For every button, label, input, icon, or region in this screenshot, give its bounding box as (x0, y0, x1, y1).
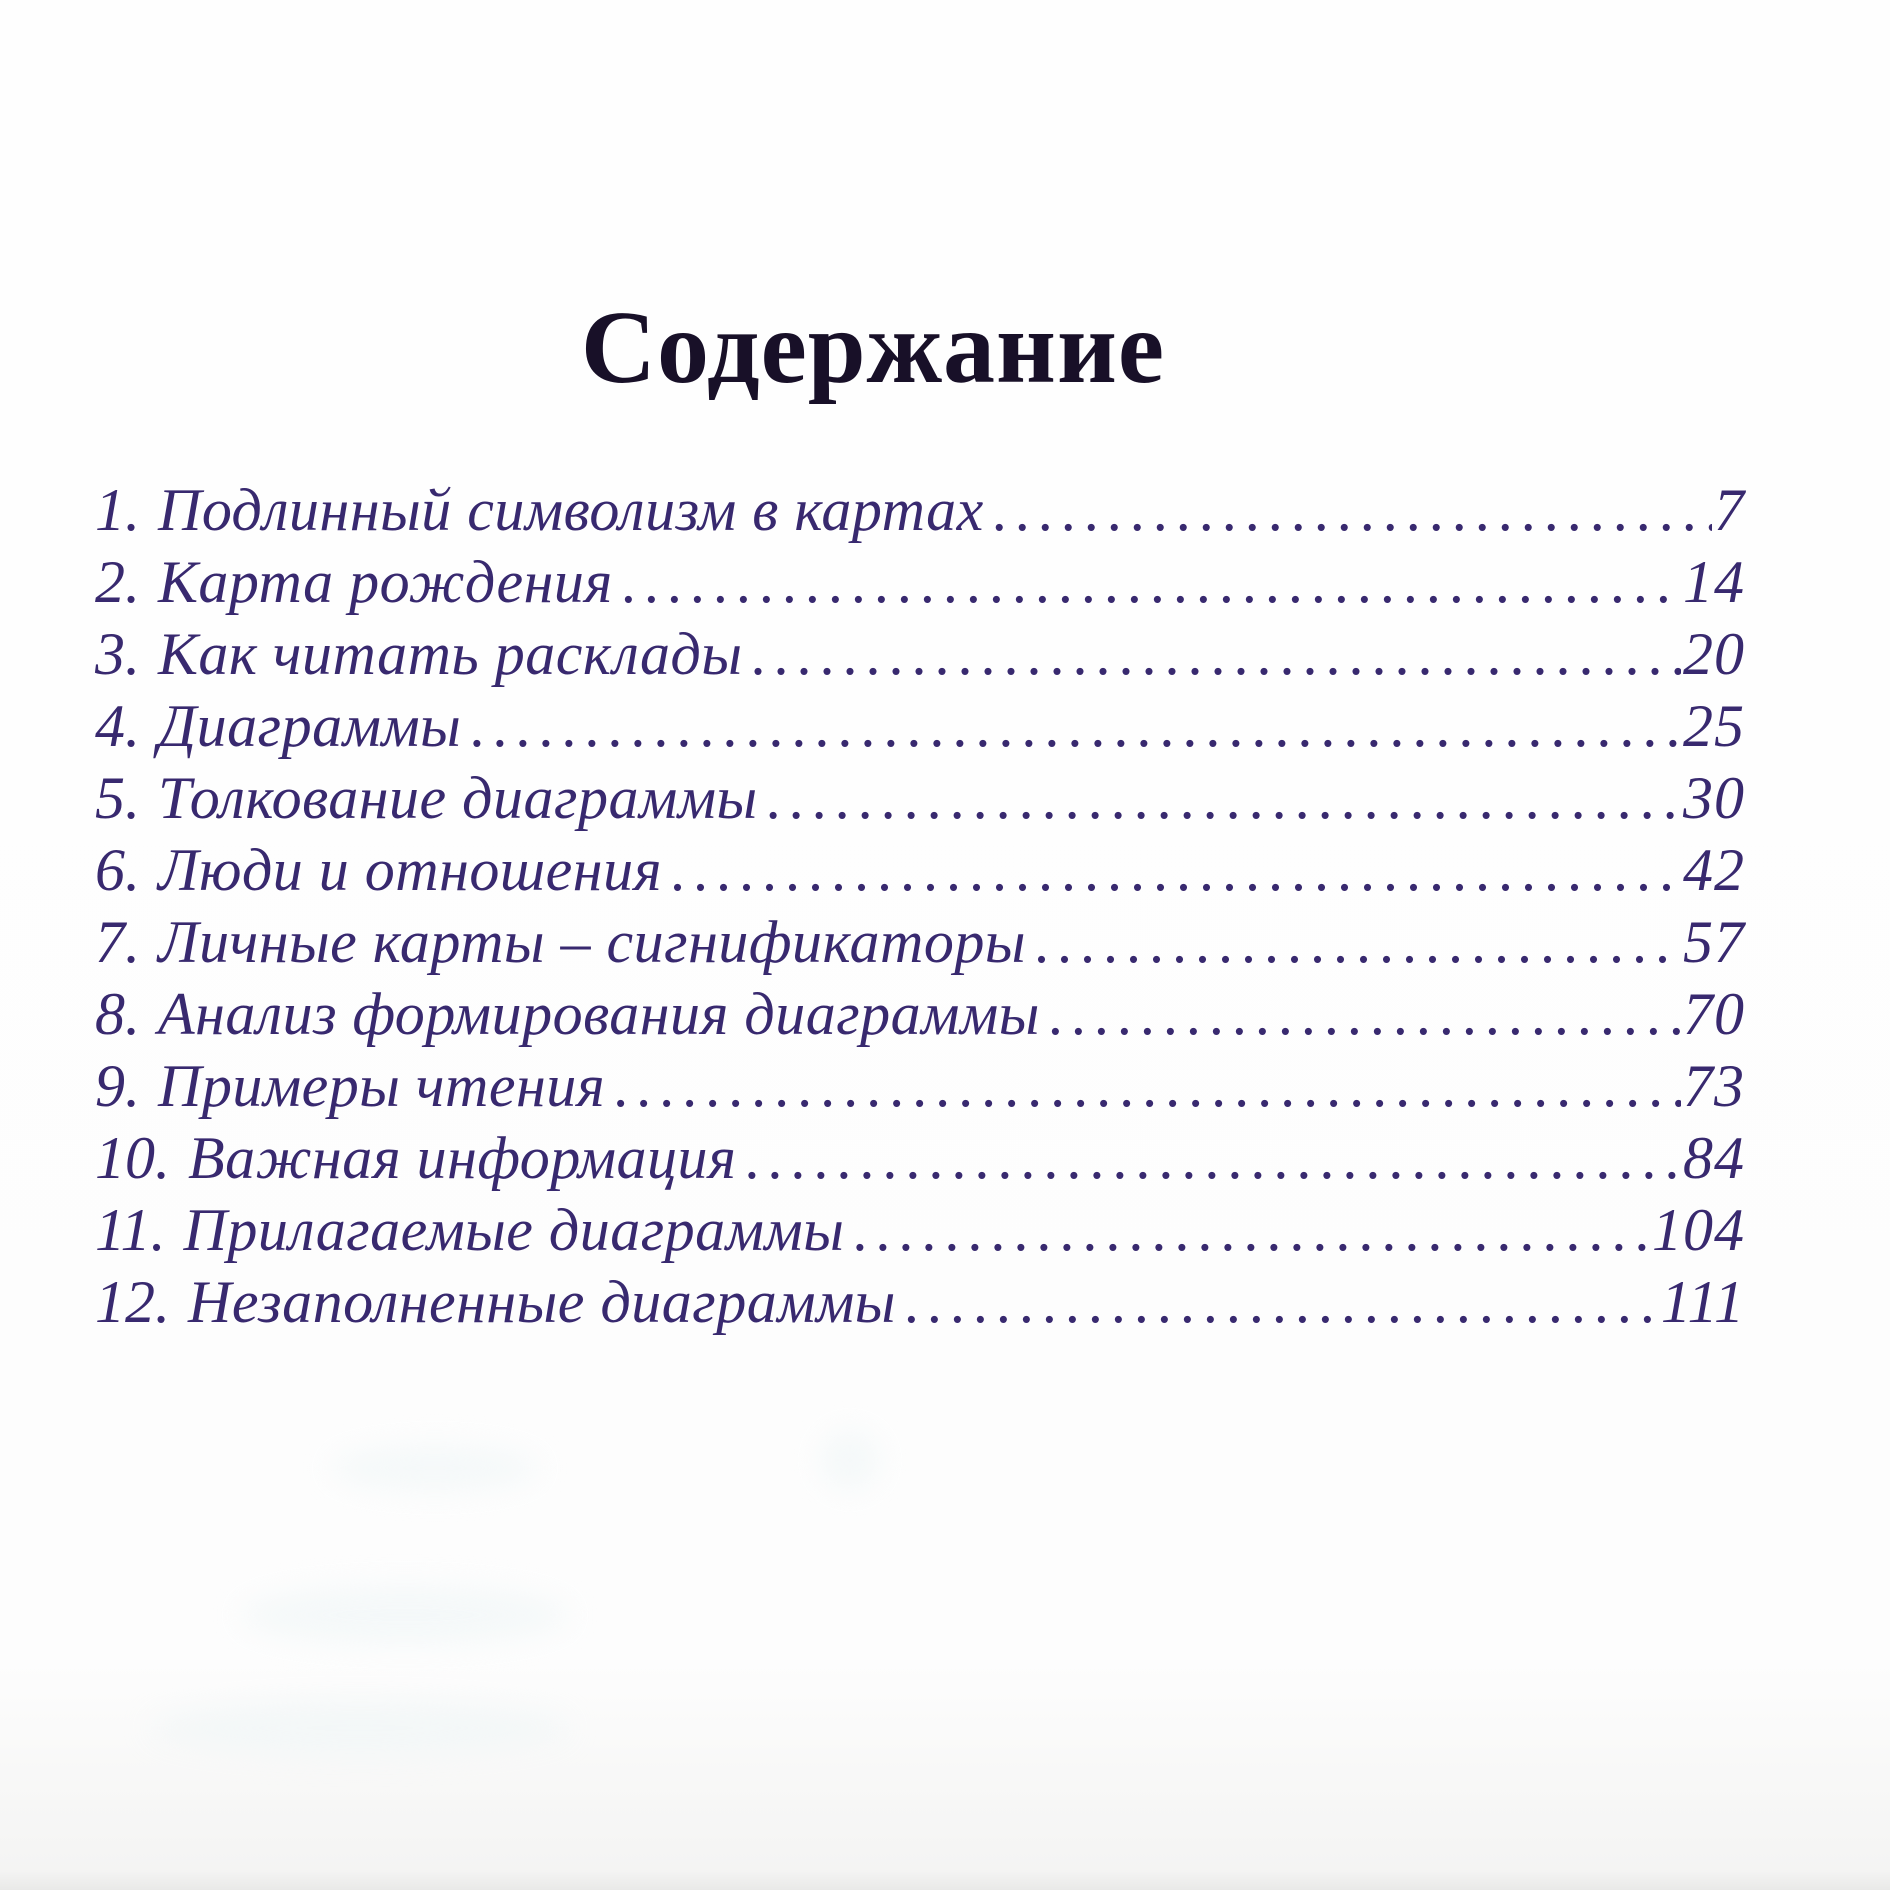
toc-entry-number: 10. (95, 1125, 170, 1191)
toc-entry-label: Подлинный символизм в картах (158, 477, 984, 543)
toc-entry-label: Толкование диаграммы (158, 765, 758, 831)
toc-entry-page: 104 (1652, 1197, 1745, 1263)
toc-entry-label: Прилагаемые диаграммы (183, 1197, 845, 1263)
toc-entry-page: 30 (1683, 765, 1745, 831)
toc-entry-number: 3. (95, 621, 140, 687)
toc-entry-page: 20 (1683, 621, 1745, 687)
toc-entry-label: Незаполненные диаграммы (188, 1269, 896, 1335)
toc-entry (95, 548, 1745, 620)
toc-entry-page: 70 (1683, 981, 1745, 1047)
toc-entry (95, 476, 1745, 548)
toc-entry (95, 1268, 1745, 1340)
toc-entry (95, 980, 1745, 1052)
toc-entry-page: 7 (1714, 477, 1745, 543)
toc-entry (95, 1052, 1745, 1124)
toc-entry-page: 14 (1683, 549, 1745, 615)
toc-list (95, 476, 1745, 1340)
toc-entry (95, 1196, 1745, 1268)
toc-entry (95, 692, 1745, 764)
toc-leader-dots (613, 1052, 1681, 1121)
toc-entry (95, 836, 1745, 908)
toc-leader-dots (621, 548, 1681, 617)
toc-entry-page: 84 (1683, 1125, 1745, 1191)
toc-leader-dots (670, 836, 1681, 905)
toc-entry (95, 764, 1745, 836)
toc-leader-dots (744, 1124, 1681, 1193)
toc-entry-number: 11. (95, 1197, 166, 1263)
toc-entry-label: Важная информация (188, 1125, 737, 1191)
page-title: Содержание (580, 290, 1166, 405)
toc-entry-page: 42 (1683, 837, 1745, 903)
page-title-wrap (0, 0, 1890, 404)
toc-leader-dots (469, 692, 1681, 761)
toc-leader-dots (1034, 908, 1681, 977)
toc-leader-dots (766, 764, 1681, 833)
toc-entry (95, 908, 1745, 980)
toc-leader-dots (1048, 980, 1681, 1049)
toc-entry-page: 111 (1660, 1269, 1745, 1335)
toc-entry-label: Анализ формирования диаграммы (158, 981, 1040, 1047)
toc-leader-dots (852, 1196, 1650, 1265)
toc-entry (95, 1124, 1745, 1196)
toc-entry-page: 25 (1683, 693, 1745, 759)
page-bleedthrough-smudge (240, 1585, 570, 1645)
toc-entry-label: Люди и отношения (158, 837, 662, 903)
toc-entry-label: Диаграммы (158, 693, 462, 759)
toc-entry-number: 8. (95, 981, 140, 1047)
toc-entry-number: 6. (95, 837, 140, 903)
page-bleedthrough-smudge (330, 1445, 540, 1491)
toc-entry-number: 9. (95, 1053, 140, 1119)
toc-entry-page: 73 (1683, 1053, 1745, 1119)
toc-entry-label: Примеры чтения (158, 1053, 606, 1119)
toc-entry-number: 4. (95, 693, 140, 759)
toc-entry-number: 1. (95, 477, 140, 543)
toc-entry-number: 7. (95, 909, 140, 975)
toc-leader-dots (992, 476, 1712, 545)
page-bleedthrough-smudge (820, 1430, 880, 1490)
toc-entry-label: Как читать расклады (158, 621, 743, 687)
toc-leader-dots (751, 620, 1681, 689)
page-bleedthrough-smudge (150, 1700, 570, 1756)
toc-entry-label: Карта рождения (158, 549, 613, 615)
toc-entry-number: 12. (95, 1269, 170, 1335)
toc-entry-label: Личные карты – сигнификаторы (158, 909, 1026, 975)
toc-entry (95, 620, 1745, 692)
toc-entry-page: 57 (1683, 909, 1745, 975)
toc-entry-number: 2. (95, 549, 140, 615)
toc-leader-dots (904, 1268, 1659, 1337)
toc-entry-number: 5. (95, 765, 140, 831)
